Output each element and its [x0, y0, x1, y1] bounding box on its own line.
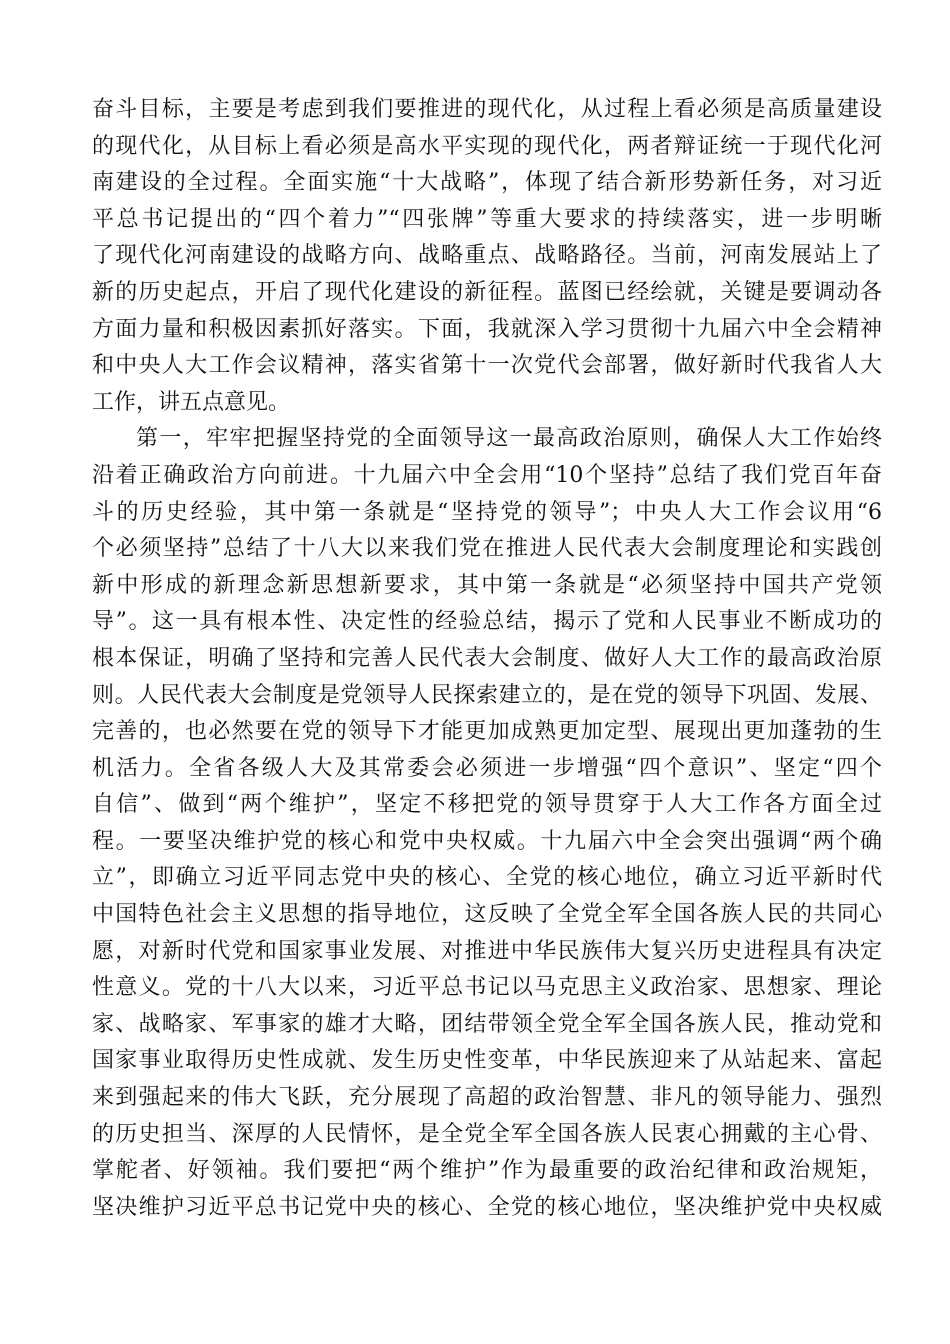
text-line: 的现代化，从目标上看必须是高水平实现的现代化，两者辩证统一于现代化河	[92, 133, 882, 159]
text-line: 新的历史起点，开启了现代化建设的新征程。蓝图已经绘就，关键是要调动各	[92, 279, 882, 305]
text-line: 程。一要坚决维护党的核心和党中央权威。十九届六中全会突出强调“两个确	[92, 828, 882, 854]
paragraph-first-line: 第一，牢牢把握坚持党的全面领导这一最高政治原则，确保人大工作始终	[136, 426, 882, 452]
document-body	[92, 92, 882, 1226]
text-line: 新中形成的新理念新思想新要求，其中第一条就是“必须坚持中国共产党领	[92, 572, 882, 598]
text-line: 了现代化河南建设的战略方向、战略重点、战略路径。当前，河南发展站上了	[92, 243, 882, 269]
text-line: 根本保证，明确了坚持和完善人民代表大会制度、做好人大工作的最高政治原	[92, 645, 882, 671]
text-line: 掌舵者、好领袖。我们要把“两个维护”作为最重要的政治纪律和政治规矩，	[92, 1158, 882, 1184]
text-line: 中国特色社会主义思想的指导地位，这反映了全党全军全国各族人民的共同心	[92, 902, 882, 928]
text-line: 斗的历史经验，其中第一条就是“坚持党的领导”；中央人大工作会议用“6	[92, 499, 882, 525]
text-line: 机活力。全省各级人大及其常委会必须进一步增强“四个意识”、坚定“四个	[92, 755, 882, 781]
text-line: 坚决维护习近平总书记党中央的核心、全党的核心地位，坚决维护党中央权威	[92, 1194, 882, 1220]
text-line: 方面力量和积极因素抓好落实。下面，我就深入学习贯彻十九届六中全会精神	[92, 316, 882, 342]
text-line: 平总书记提出的“四个着力”“四张牌”等重大要求的持续落实，进一步明晰	[92, 206, 882, 232]
text-line: 国家事业取得历史性成就、发生历史性变革，中华民族迎来了从站起来、富起	[92, 1048, 882, 1074]
text-line: 的历史担当、深厚的人民情怀，是全党全军全国各族人民衷心拥戴的主心骨、	[92, 1121, 882, 1147]
text-line: 奋斗目标，主要是考虑到我们要推进的现代化，从过程上看必须是高质量建设	[92, 97, 882, 122]
text-line: 家、战略家、军事家的雄才大略，团结带领全党全军全国各族人民，推动党和	[92, 1011, 882, 1037]
text-line: 沿着正确政治方向前进。十九届六中全会用“10个坚持”总结了我们党百年奋	[92, 462, 882, 488]
text-line: 和中央人大工作会议精神，落实省第十一次党代会部署，做好新时代我省人大	[92, 353, 882, 379]
text-line: 性意义。党的十八大以来，习近平总书记以马克思主义政治家、思想家、理论	[92, 975, 882, 1001]
text-line: 南建设的全过程。全面实施“十大战略”，体现了结合新形势新任务，对习近	[92, 170, 882, 196]
text-line: 来到强起来的伟大飞跃，充分展现了高超的政治智慧、非凡的领导能力、强烈	[92, 1085, 882, 1111]
text-line: 完善的，也必然要在党的领导下才能更加成熟更加定型、展现出更加蓬勃的生	[92, 719, 882, 745]
text-line: 导”。这一具有根本性、决定性的经验总结，揭示了党和人民事业不断成功的	[92, 609, 882, 635]
text-line: 愿，对新时代党和国家事业发展、对推进中华民族伟大复兴历史进程具有决定	[92, 938, 882, 964]
text-line: 立”，即确立习近平同志党中央的核心、全党的核心地位，确立习近平新时代	[92, 865, 882, 891]
text-line: 个必须坚持”总结了十八大以来我们党在推进人民代表大会制度理论和实践创	[92, 536, 882, 562]
text-line: 则。人民代表大会制度是党领导人民探索建立的，是在党的领导下巩固、发展、	[92, 682, 882, 708]
text-line: 工作，讲五点意见。	[92, 389, 291, 415]
text-line: 自信”、做到“两个维护”，坚定不移把党的领导贯穿于人大工作各方面全过	[92, 792, 882, 818]
